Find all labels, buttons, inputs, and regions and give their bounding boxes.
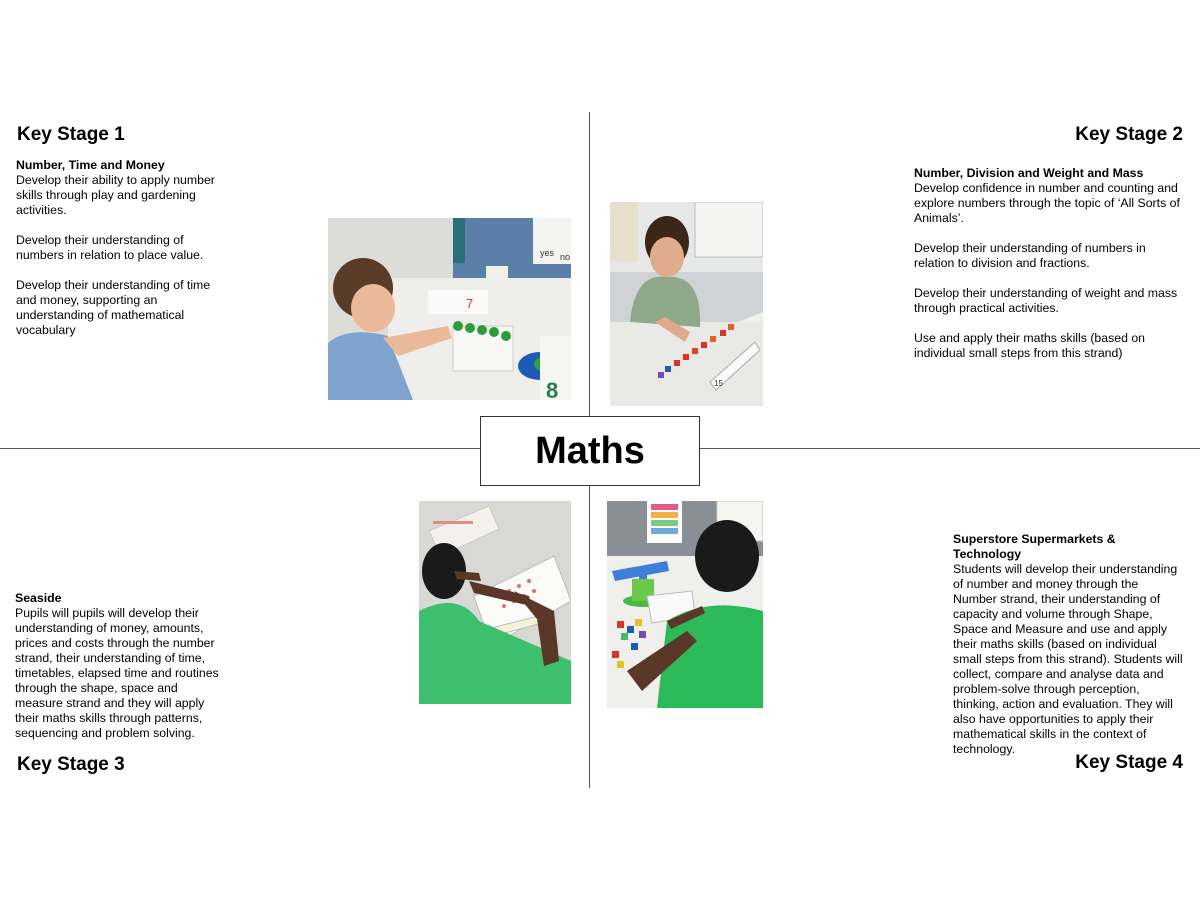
ks2-paragraph-3: Develop their understanding of weight and mass through practical activities. bbox=[914, 286, 1178, 315]
ks3-subtitle: Seaside bbox=[15, 591, 62, 605]
ks3-text-block bbox=[15, 591, 227, 741]
ks3-photo bbox=[419, 501, 571, 704]
ks2-photo bbox=[610, 202, 763, 406]
ks1-photo bbox=[328, 218, 571, 400]
ks4-text-block bbox=[953, 532, 1185, 757]
ks3-paragraph-1: Pupils will pupils will develop their understanding of money, amounts, prices and costs through the number strand, their understanding of time, timetables, elapsed time and routines through the shape, space and measure strand and they will apply their maths skills through patterns, sequencing and problem solving. bbox=[15, 606, 219, 740]
ks2-paragraph-4: Use and apply their maths skills (based on individual small steps from this strand) bbox=[914, 331, 1146, 360]
no-card-text: no bbox=[560, 252, 571, 262]
ks4-paragraph-1: Students will develop their understanding of number and money through the Number strand, their understanding of capacity and volume through Shape, Space and Measure and use and apply their maths skills (based on individual small steps from this strand). Students will collect, compare and analyse data and problem-solve through perception, thinking, action and evaluation. They will also have opportunities to apply their mathematical skills in the context of technology. bbox=[953, 562, 1183, 756]
number-card-eight: 8 bbox=[546, 378, 559, 400]
yes-card-text: yes bbox=[540, 248, 555, 258]
ks2-paragraph-2: Develop their understanding of numbers in relation to division and fractions. bbox=[914, 241, 1146, 270]
number-card-fifteen: 15 bbox=[714, 379, 723, 388]
ks1-text-block bbox=[16, 158, 226, 338]
ks4-heading: Key Stage 4 bbox=[1075, 752, 1183, 773]
ks2-subtitle: Number, Division and Weight and Mass bbox=[914, 166, 1144, 180]
ks1-paragraph-2: Develop their understanding of numbers in relation to place value. bbox=[16, 233, 204, 262]
ks1-subtitle: Number, Time and Money bbox=[16, 158, 165, 172]
ks4-subtitle: Superstore Supermarkets & Technology bbox=[953, 532, 1116, 561]
ks1-paragraph-3: Develop their understanding of time and money, supporting an understanding of mathematical vocabulary bbox=[16, 278, 211, 337]
ks1-heading: Key Stage 1 bbox=[17, 124, 125, 145]
ks1-paragraph-1: Develop their ability to apply number skills through play and gardening activities. bbox=[16, 173, 215, 217]
ks2-text-block bbox=[914, 166, 1189, 361]
ks3-heading: Key Stage 3 bbox=[17, 754, 125, 775]
number-card-seven: 7 bbox=[466, 296, 474, 311]
center-title: Maths bbox=[535, 429, 645, 472]
ks2-paragraph-1: Develop confidence in number and counting and explore numbers through the topic of ‘All Sorts of Animals’. bbox=[914, 181, 1180, 225]
center-title-box bbox=[480, 416, 700, 486]
ks4-photo bbox=[607, 501, 763, 708]
ks2-heading: Key Stage 2 bbox=[1075, 124, 1183, 145]
